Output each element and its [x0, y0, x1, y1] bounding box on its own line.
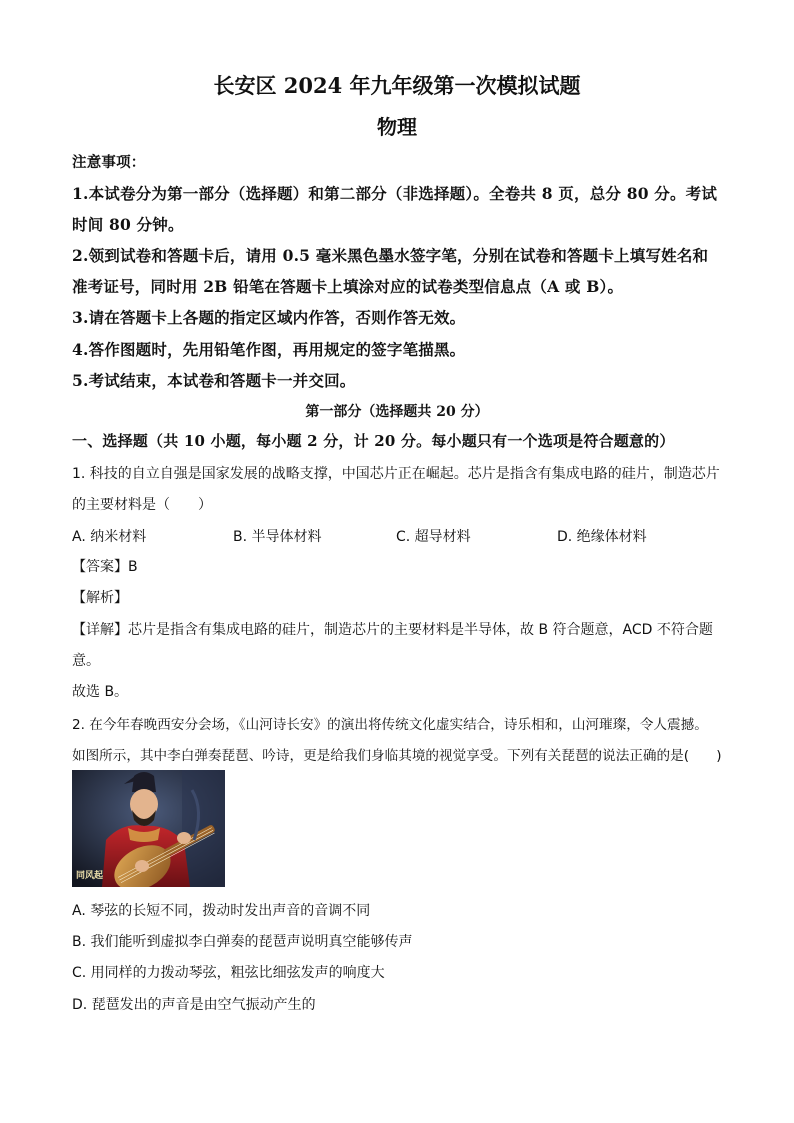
- q1-option-c: C. 超导材料: [396, 529, 471, 545]
- q1-conclusion: 故选 B。: [72, 684, 129, 700]
- q1-detail-line-2: 意。: [72, 653, 100, 669]
- q2-stem-line-2: 如图所示，其中李白弹奏琵琶、吟诗，更是给我们身临其境的视觉享受。下列有关琵琶的说法正确的是( ): [72, 748, 722, 764]
- q1-stem-line-1: 1. 科技的自立自强是国家发展的战略支撑，中国芯片正在崛起。芯片是指含有集成电路的硅片，制造芯片: [72, 466, 720, 482]
- note-line-2: 时间 80 分钟。: [72, 215, 184, 234]
- q1-analysis-label: 【解析】: [72, 590, 128, 606]
- q2-pipa-image: [72, 770, 225, 887]
- q1-detail-line-1: 【详解】芯片是指含有集成电路的硅片，制造芯片的主要材料是半导体，故 B 符合题意，ACD 不符合题: [72, 622, 713, 638]
- q2-option-a: A. 琴弦的长短不同，拨动时发出声音的音调不同: [72, 903, 371, 919]
- q2-option-b: B. 我们能听到虚拟李白弹奏的琵琶声说明真空能够传声: [72, 934, 413, 950]
- note-line-6: 4.答作图题时，先用铅笔作图，再用规定的签字笔描黑。: [72, 340, 466, 359]
- exam-title: 长安区 2024 年九年级第一次模拟试题: [213, 73, 581, 98]
- q1-stem-line-2: 的主要材料是（ ）: [72, 497, 212, 513]
- q1-option-b: B. 半导体材料: [233, 529, 322, 545]
- note-line-3: 2.领到试卷和答题卡后，请用 0.5 毫米黑色墨水签字笔，分别在试卷和答题卡上填写姓名和: [72, 246, 709, 265]
- q1-answer: 【答案】B: [72, 559, 138, 575]
- note-line-1: 1.本试卷分为第一部分（选择题）和第二部分（非选择题）。全卷共 8 页，总分 80 分。考试: [72, 184, 718, 203]
- q1-option-a: A. 纳米材料: [72, 529, 147, 545]
- subject-title: 物理: [377, 115, 417, 139]
- image-caption-logo: 同风起: [76, 871, 104, 881]
- note-line-4: 准考证号，同时用 2B 铅笔在答题卡上填涂对应的试卷类型信息点（A 或 B）。: [72, 277, 624, 296]
- section-heading: 一、选择题（共 10 小题，每小题 2 分，计 20 分。每小题只有一个选项是符合题意的）: [72, 432, 675, 450]
- notes-heading: 注意事项：: [72, 154, 146, 171]
- q1-option-d: D. 绝缘体材料: [557, 529, 647, 545]
- q2-option-d: D. 琵琶发出的声音是由空气振动产生的: [72, 997, 316, 1013]
- note-line-5: 3.请在答题卡上各题的指定区域内作答，否则作答无效。: [72, 308, 466, 327]
- q2-stem-line-1: 2. 在今年春晚西安分会场，《山河诗长安》的演出将传统文化虚实结合，诗乐相和，山河璀璨，令人震撼。: [72, 717, 708, 733]
- note-line-7: 5.考试结束，本试卷和答题卡一并交回。: [72, 371, 356, 390]
- part1-heading: 第一部分（选择题共 20 分）: [305, 404, 489, 420]
- q2-option-c: C. 用同样的力拨动琴弦，粗弦比细弦发声的响度大: [72, 965, 385, 981]
